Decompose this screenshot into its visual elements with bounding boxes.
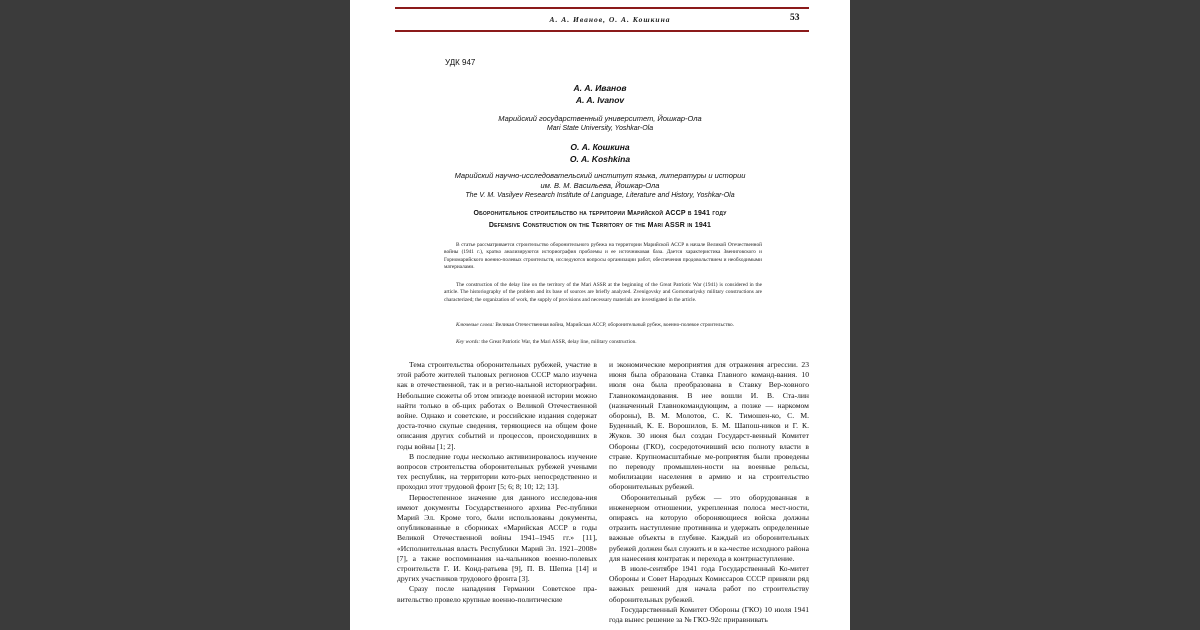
body-paragraph: Тема строительства оборонительных рубежей, участие в этой работе жителей тыловых регионов СССР мало изучена как в отечественной, так и в регио-нальной историографии. Небольшие сюжеты об этом эпизоде военной истории можно найти только в об-щих работах о Великой Отечественной войне. Однако и советские, и российские издания содержат доста-точно скупые сведения, теряющиеся на общем фоне описания других событий и процессов, происходивших в годы войны [1; 2]. — [397, 360, 597, 451]
article-title-ru: Оборонительное строительство на территории Марийской АССР в 1941 году — [473, 210, 727, 217]
body-column-right — [609, 360, 809, 625]
author-2-name-en: O. A. Koshkina — [569, 154, 631, 164]
article-title-en: Defensive Construction on the Territory of the Mari ASSR in 1941 — [488, 222, 712, 229]
author-2-name-ru: О. А. Кошкина — [570, 142, 630, 152]
keywords-ru-label: Ключевые слова: — [456, 322, 494, 328]
author-2-block — [430, 141, 770, 201]
keywords-en-label: Key words: — [456, 339, 481, 345]
abstract-en: The construction of the delay line on the territory of the Mari ASSR at the beginning of the Great Patriotic War (1941) is considered in the article. The historiography of the problem and its base of sources are briefly analyzed. Zvenigovsky and Gornomariysky military constructions are characterized; the organization of work, the supply of provisions and necessary materials are investigated in the article. — [444, 282, 762, 303]
keywords-en-text: the Great Patriotic War, the Mari ASSR, delay line, military construction. — [481, 339, 637, 345]
body-paragraph: В последние годы несколько активизировалось изучение вопросов строительства оборонительных рубежей учеными тех республик, на территории кото-рых непосредственно и проходил этот трудовой фронт [5; 6; 8; 10; 12; 13]. — [397, 451, 597, 492]
udk-code: УДК 947 — [445, 58, 476, 67]
body-paragraph: Сразу после нападения Германии Советское пра-вительство провело крупные военно-политические — [397, 584, 597, 604]
author-2-affiliation-ru-1: Марийский научно-исследовательский институт языка, литературы и истории — [454, 171, 746, 180]
keywords-ru — [444, 322, 762, 329]
author-1-block — [430, 82, 770, 134]
body-paragraph: Государственный Комитет Обороны (ГКО) 10 июля 1941 года вынес решение за № ГКО-92с приравнивать — [609, 604, 809, 625]
body-paragraph: Первостепенное значение для данного исследова-ния имеют документы Государственного архива Рес-публики Марий Эл. Кроме того, были использованы документы, опубликованные в сборниках «Марийская АССР в годы Великой Отечественной войны 1941–1945 гг.» [11], «Исполнительная власть Республики Марий Эл. 1921–2008» [7], а также воспоминания на-чальников военно-полевых строительств Г. И. Конд-ратьева [9], П. В. Шепиа [14] и других участников трудового фронта [3]. — [397, 492, 597, 584]
keywords-ru-text: Великая Отечественная война, Марийская АССР, оборонительный рубеж, военно-полевое строительство. — [495, 322, 734, 328]
header-rule-top — [395, 7, 809, 9]
body-paragraph: и экономические мероприятия для отражения агрессии. 23 июня была образована Ставка Главного команд-вания. 10 июля она была преобразована в Ставку Вер-ховного Главнокомандования. В нее вошли И. В. Ста-лин (назначенный Главнокомандующим, а позже — наркомом обороны), В. М. Молотов, С. К. Тимошен-ко, С. М. Буденный, К. Е. Ворошилов, Б. М. Шапош-ников и Г. К. Жуков. 30 июня был создан Государст-венный Комитет Обороны (ГКО), сосредоточивший всю полноту власти в стране. Крупномасштабные ме-роприятия были проведены по переводу промышлен-ности на военные рельсы, мобилизации населения в армию и на строительство оборонительных рубежей. — [609, 360, 809, 492]
keywords-en — [444, 339, 762, 346]
author-1-name-ru: А. А. Иванов — [573, 83, 627, 93]
page-number: 53 — [790, 13, 800, 23]
journal-page — [350, 0, 850, 630]
author-2-affiliation-en: The V. M. Vasilyev Research Institute of Language, Literature and History, Yoshkar-Ola — [465, 192, 735, 199]
header-rule-bottom — [395, 30, 809, 32]
abstract-ru: В статье рассматривается строительство оборонительного рубежа на территории Марийской АССР в начале Великой Отечественной войны (1941 г.), кратко анализируются историография проблемы и ее источниковая база. Дается характеристика Звениговского и Горномарийского военно-полевых строительств, исследуются вопросы организации работ, обеспечения продовольствием и необходимыми материалами. — [444, 242, 762, 270]
body-paragraph: Оборонительный рубеж — это оборудованная в инженерном отношении, укрепленная полоса мест-ности, опираясь на которую обороняющиеся войска должны отразить наступление противника и удержать определенные важные объекты в глубине. Каждый из оборонительных рубежей должен был служить и в ка-честве исходного района для нанесения контратак и перехода в контрнаступление. — [609, 492, 809, 563]
body-column-left — [397, 360, 597, 605]
body-paragraph: В июле-сентябре 1941 года Государственный Ко-митет Обороны и Совет Народных Комиссаров СССР приняли ряд важных решений для начала работ по строительству оборонительных рубежей. — [609, 564, 809, 604]
author-2-affiliation-ru-2: им. В. М. Васильева, Йошкар-Ола — [540, 181, 660, 190]
author-1-name-en: A. A. Ivanov — [575, 95, 625, 105]
running-head: А. А. Иванов, О. А. Кошкина — [549, 15, 671, 24]
author-1-affiliation-ru: Марийский государственный университет, Йошкар-Ола — [498, 114, 702, 123]
author-1-affiliation-en: Mari State University, Yoshkar-Ola — [546, 125, 654, 132]
